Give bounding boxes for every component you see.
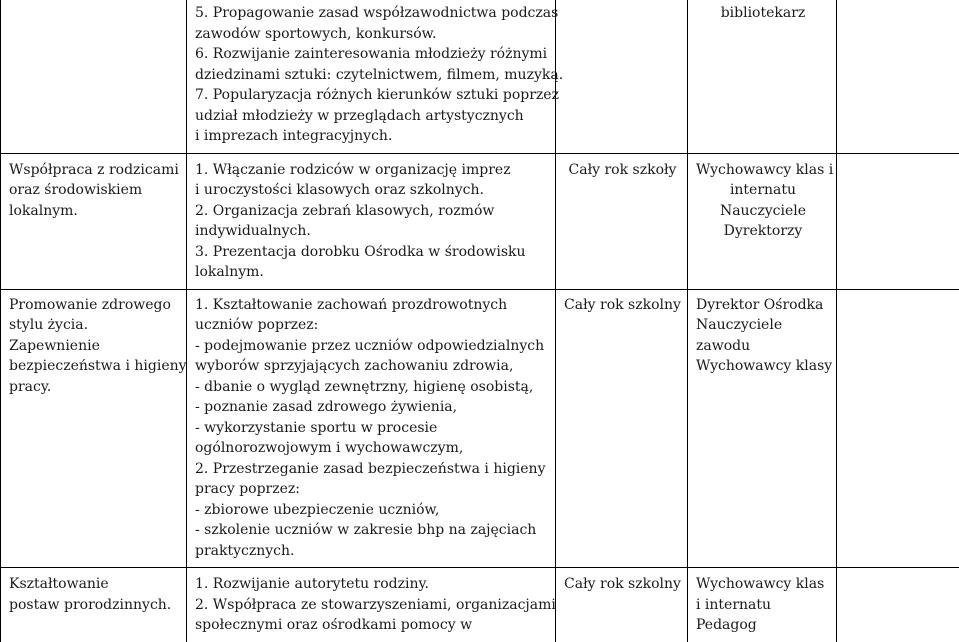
cell-text-line: oraz środowiskiem [9,180,180,201]
tasks-cell [187,289,556,568]
cell-text-line: praktycznych. [195,541,549,562]
table-row [1,568,959,642]
cell-text-line: 1. Kształtowanie zachowań prozdrowotnych [195,295,549,316]
cell-text-line: 1. Rozwijanie autorytetu rodziny. [195,574,549,595]
cell-text-line: Kształtowanie [9,574,180,595]
cell-text-line: lokalnym. [195,262,549,283]
cell-text-line: - szkolenie uczniów w zakresie bhp na zajęciach [195,520,549,541]
tasks-cell [187,568,556,642]
cell-text-line: Współpraca z rodzicami [9,160,180,181]
cell-text-line: Zapewnienie [9,336,180,357]
table-row [1,153,959,289]
cell-text-line: - zbiorowe ubezpieczenie uczniów, [195,500,549,521]
notes-cell [837,289,959,568]
cell-text-line: stylu życia. [9,315,180,336]
area-cell [1,289,187,568]
cell-text-line: Wychowawcy klas [696,574,830,595]
cell-text-line: zawodu [696,336,830,357]
tasks-cell [187,0,556,153]
cell-text-line: wyborów sprzyjających zachowaniu zdrowia, [195,356,549,377]
table-body [1,0,959,642]
cell-text-line: Nauczyciele [696,315,830,336]
cell-text-line: 6. Rozwijanie zainteresowania młodzieży różnymi [195,44,549,65]
cell-text-line: Dyrektor Ośrodka [696,295,830,316]
responsible-cell [688,153,837,289]
term-cell [556,0,688,153]
notes-cell [837,568,959,642]
cell-text-line: 7. Popularyzacja różnych kierunków sztuki poprzez [195,85,549,106]
area-cell [1,153,187,289]
tasks-cell [187,153,556,289]
term-cell [556,153,688,289]
cell-text-line: Wychowawcy klas i [696,160,830,181]
cell-text-line: Nauczyciele [696,201,830,222]
cell-text-line: 2. Współpraca ze stowarzyszeniami, organizacjami [195,595,549,616]
cell-text-line: Wychowawcy klasy [696,356,830,377]
cell-text-line: i imprezach integracyjnych. [195,126,549,147]
cell-text-line: uczniów poprzez: [195,315,549,336]
term-cell [556,289,688,568]
cell-text-line: i uroczystości klasowych oraz szkolnych. [195,180,549,201]
cell-text-line: zawodów sportowych, konkursów. [195,24,549,45]
cell-text-line: 1. Włączanie rodziców w organizację imprez [195,160,549,181]
cell-text-line: bezpieczeństwa i higieny [9,356,180,377]
cell-text-line: dziedzinami sztuki: czytelnictwem, filmem, muzyką. [195,65,549,86]
cell-text-line: Dyrektorzy [696,221,830,242]
responsible-cell [688,568,837,642]
cell-text-line: bibliotekarz [696,3,830,24]
term-cell [556,568,688,642]
table-row [1,289,959,568]
cell-text-line: Pedagog [696,615,830,636]
cell-text-line: Cały rok szkolny [564,574,681,595]
responsible-cell [688,289,837,568]
cell-text-line: - wykorzystanie sportu w procesie [195,418,549,439]
cell-text-line: postaw prorodzinnych. [9,595,180,616]
cell-text-line: Cały rok szkolny [564,295,681,316]
cell-text-line: społecznymi oraz ośrodkami pomocy w [195,615,549,636]
cell-text-line: indywidualnych. [195,221,549,242]
cell-text-line: pracy. [9,377,180,398]
cell-text-line: i internatu [696,595,830,616]
cell-text-line: - dbanie o wygląd zewnętrzny, higienę osobistą, [195,377,549,398]
cell-text-line: Promowanie zdrowego [9,295,180,316]
cell-text-line: ogólnorozwojowym i wychowawczym, [195,438,549,459]
notes-cell [837,153,959,289]
cell-text-line: 5. Propagowanie zasad współzawodnictwa podczas [195,3,549,24]
area-cell [1,0,187,153]
cell-text-line: lokalnym. [9,201,180,222]
cell-text-line: udział młodzieży w przeglądach artystycznych [195,106,549,127]
notes-cell [837,0,959,153]
cell-text-line: Cały rok szkoły [564,160,681,181]
cell-text-line: pracy poprzez: [195,479,549,500]
cell-text-line: internatu [696,180,830,201]
cell-text-line: 2. Przestrzeganie zasad bezpieczeństwa i higieny [195,459,549,480]
cell-text-line: - poznanie zasad zdrowego żywienia, [195,397,549,418]
cell-text-line: 2. Organizacja zebrań klasowych, rozmów [195,201,549,222]
table-row [1,0,959,153]
cell-text-line: - podejmowanie przez uczniów odpowiedzialnych [195,336,549,357]
cell-text-line: 3. Prezentacja dorobku Ośrodka w środowisku [195,242,549,263]
area-cell [1,568,187,642]
responsible-cell [688,0,837,153]
